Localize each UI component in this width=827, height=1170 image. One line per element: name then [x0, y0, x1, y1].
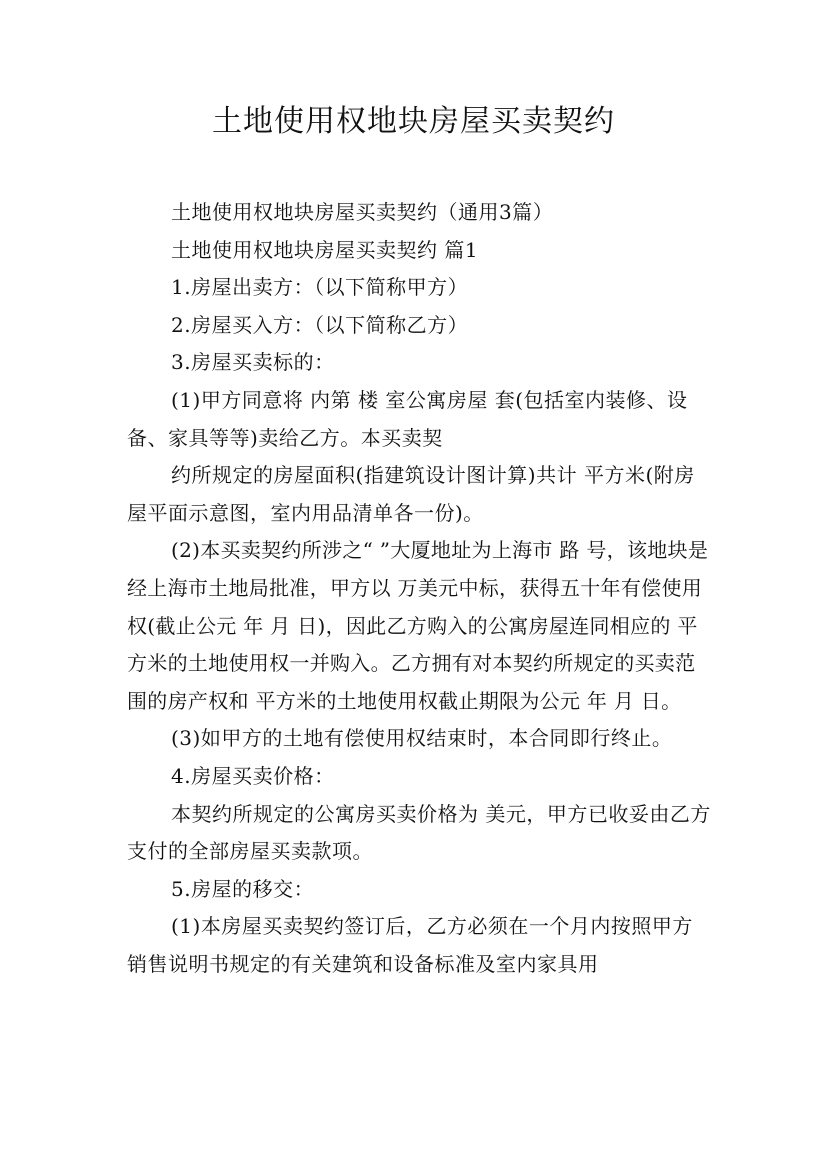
document-title: 土地使用权地块房屋买卖契约: [212, 104, 615, 139]
paragraph-buyer: 2.房屋买入方：（以下简称乙方）: [171, 312, 469, 337]
document-body: [127, 194, 712, 983]
paragraph-clause-3-1-continued: 约所规定的房屋面积(指建筑设计图计算)共计 平方米(附房屋平面示意图，室内用品清单各一份)。: [127, 463, 695, 525]
paragraph-clause-3-3: (3)如甲方的土地有偿使用权结束时，本合同即行终止。: [171, 726, 673, 751]
paragraph-price-heading: 4.房屋买卖价格：: [171, 763, 335, 788]
paragraph-subtitle: 土地使用权地块房屋买卖契约（通用3篇）: [171, 200, 554, 224]
paragraph-price: 本契约所规定的公寓房买卖价格为 美元，甲方已收妥由乙方支付的全部房屋买卖款项。: [127, 801, 711, 864]
paragraph-handover-heading: 5.房屋的移交：: [171, 876, 315, 901]
paragraph-seller: 1.房屋出卖方：（以下简称甲方）: [171, 275, 469, 300]
paragraph-clause-5-1: (1)本房屋买卖契约签订后，乙方必须在一个月内按照甲方销售说明书规定的有关建筑和设备标准及室内家具用: [127, 914, 693, 976]
paragraph-clause-3-2: (2)本买卖契约所涉之“ ”大厦地址为上海市 路 号，该地块是经上海市土地局批准，甲方以 万美元中标，获得五十年有偿使用权(截止公元 年 月 日)，因此乙方购入的公寓房屋连同相应的 平方米的土地使用权一并购入。乙方拥有对本契约所规定的买卖范围的房产权和 平方米的土地使用权截止期限为公元 年 月 日。: [127, 538, 709, 713]
paragraph-section-heading: 土地使用权地块房屋买卖契约 篇1: [171, 237, 479, 262]
paragraph-clause-3-1: (1)甲方同意将 内第 楼 室公寓房屋 套(包括室内装修、设备、家具等等)卖给乙方。本买卖契: [127, 387, 688, 450]
paragraph-subject-heading: 3.房屋买卖标的：: [171, 350, 335, 375]
